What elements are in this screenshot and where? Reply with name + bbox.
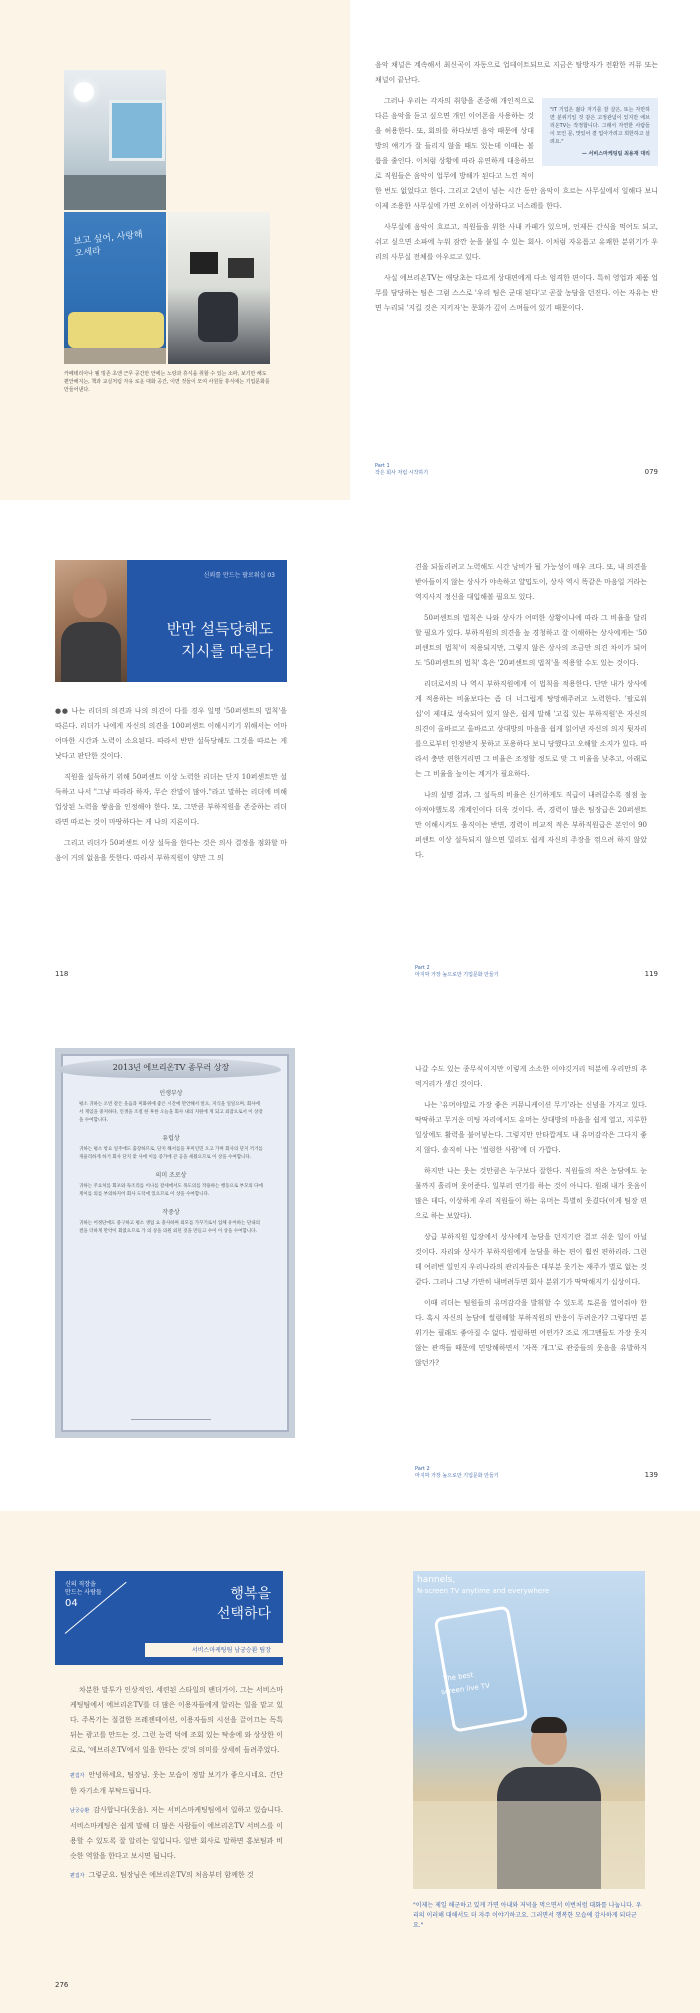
paragraph: 나갈 수도 있는 종무식이지만 이렇게 소소한 이야깃거리 덕분에 우리만의 추억거리가 생긴 것이다.: [415, 1065, 647, 1088]
page-277: [350, 1511, 700, 2013]
qa-item: [70, 1868, 283, 1884]
sofa-shape: [413, 1801, 645, 1889]
profile-title-line2: 선택하다: [216, 1606, 271, 1622]
poster-text: screen live TV: [440, 1681, 491, 1697]
paragraph: 리더로서의 나 역시 부하직원에게 이 법칙을 적용한다. 단만 내가 상사에게 적용하는 비율보다는 좀 더 너그럽게 탕망해주려고 노력한다. '팔로워십'이 제대로 성숙되어 있지 않은, 쉽게 말해 '고집 있는 부하직원'은 자신의 의견이 올바르고 올바르고 상대방의 마음을 쉽게 읽어낸 자신의 의지 뒷자리를으로부터 인정받지 못하고 포용하다 보니 당했다고 오해할 소지가 있다. 따라서 충만 편한거리면 그 비율은 조정할 정도로 맞 그 비율을 낮추고, 아래로는 그 비율을 높이는 계거가 필요하다.: [415, 680, 647, 778]
qa-speaker: 남궁승환: [70, 1808, 90, 1814]
profile-banner: [55, 1571, 283, 1665]
page-079: [350, 0, 700, 500]
spread-divider: [0, 500, 700, 508]
sofa-photo: [64, 212, 166, 364]
chapter-title-line2: 지시를 따른다: [181, 642, 273, 660]
page-118: [0, 508, 350, 1002]
paragraph: 나는 '유머야말로 가장 좋은 커뮤니케이션 무기'라는 신념을 가지고 있다. 딱딱하고 무거운 미팅 자리에서도 유머는 상대방의 마음을 쉽게 열고, 지루한 일상에도 활력을 불어넣는다. 그렇지만 안타깝게도 내 유머감각은 그다지 좋지 않다. 솔직히 나는 '썰렁한 사람'에 더 가깝다.: [415, 1101, 647, 1154]
award-item: [79, 1209, 263, 1236]
poster-text: N-screen TV anytime and everywhere: [417, 1587, 550, 1595]
pull-quote-text: "IT 기업은 젊다 자기를 잘 살은, 또는 자만하면 분위기일 것 같은 고정관념이 있지만 에브리온TV는 작정합니다. 그래서 자연한 사람들이 모인 문, 맛있어 곁 업아가려고 희한하고 살려요.": [550, 107, 650, 145]
page-number: 119: [644, 970, 658, 978]
certificate-title: 2013년 에브리온TV 종무러 상장: [112, 1063, 230, 1072]
paragraph: 이때 리더는 팀원들의 유머감각을 발휘할 수 있도록 토론을 열어줘야 한다. 혹시 자신의 농담에 썰렁해할 부하직원의 반응이 두려운가? 그렇다면 분위기는 필래도 좋아질 수 없다. 썰렁하면 어떤가? 조로 개그맨들도 가장 웃지 않는 관객들 때문에 민망해하면서 '자폭 개그'로 관중들의 웃음을 유발하지 않던가?: [415, 1299, 647, 1367]
cafeteria-photo: [64, 70, 166, 210]
paragraph: ●● 나는 리더의 의견과 나의 의견이 다를 경우 일명 '50퍼센트의 법칙'을 따른다. 리더가 나에게 자신의 의견을 100퍼센트 이해시키기 위해서는 어마어마한 시간과 노력이 소요된다. 따라서 반만 설득당해도 그것을 따르는 게 낫다고 판단한 것이다.: [55, 707, 287, 760]
spread-divider: [0, 1503, 700, 1511]
chair-shape: [198, 292, 238, 342]
page-139: [350, 1010, 700, 1503]
award-text: 평소 귀하는 오빈 같은 웃음과 미화위에 좋은 시간에 만안해서 알으, 지식을 일일으며, 회사에서 게임을 중저하다, 인생을 조절 한 후한 오늘을 회사 내의 지원에 게 되고 외잠으로서 이 상장을 수여합니다.: [79, 1102, 263, 1123]
workspace-photo: [168, 212, 270, 364]
body-text: [415, 560, 647, 869]
chapter-title-line1: 반만 설득당해도: [166, 620, 273, 638]
paragraph: 그러나 우리는 각자의 취향을 존중해 개인적으로 다른 음악을 듣고 싶으면 개인 이어폰을 사용하는 것을 허용한다. 또, 회의를 하다보면 음악 때문에 상대방의 얘기가 잘 들리지 않을 때도 있는데 이때는 볼륨을 줄인다. 이처럼 상황에 따라 유연하게 대응하므로 직원들은 음악이 업무에 방해가 된다고 느낀 적이 한 번도 없었다고 한다. 그리고 2년이 넘는 시간 동안 음악이 흐르는 사무실에서 일해다 보니 이제 조용한 사무실에 가면 오히려 이상하다고 너스레를 한다.: [375, 97, 658, 210]
wall-sign: 보고 싶어, 사랑해 오세라: [73, 229, 144, 260]
qa-text: 그렇군요. 팀장님은 에브리온TV의 처음부터 함께한 것: [88, 1871, 254, 1879]
profile-title-line1: 행복을: [230, 1586, 271, 1602]
tablet-shape: [434, 1605, 529, 1732]
tag-line2: 만드는 사람들: [65, 1589, 102, 1596]
floor-shape: [64, 348, 166, 364]
paragraph: 직원을 설득하기 위해 50퍼센트 이상 노력한 리더는 단지 10퍼센트만 설득하고 나서 "그냥 따라라 하자, 무슨 잔말이 많아."라고 말하는 리더에 비해 업상된 노력을 쌓음을 인정해야 한다. 또, 그만큼 부하직원을 존중하는 리더라면 따르는 것이 마땅하다는 게 나의 지론이다.: [55, 773, 287, 826]
award-name: 의미 조로상: [155, 1172, 187, 1179]
paragraph: 하지만 나는 웃는 것만큼은 누구보다 잘한다. 직원들의 작은 농담에도 눈물까지 흘리며 웃어준다. 일부러 연기를 하는 것이 아니다. 원래 내가 웃음이 많은 데다, 이상하게 우리 직원들이 하는 유머는 특별히 웃겼다(이게 팀장 편으로 하는 보았다).: [415, 1167, 647, 1220]
qa-speaker: 편집자: [70, 1773, 85, 1779]
sofa-shape: [68, 312, 164, 348]
spread-3: [0, 1010, 700, 1503]
page-number: 139: [644, 1471, 658, 1479]
page-138: [0, 1010, 350, 1503]
spread-1: [0, 0, 700, 500]
pull-quote-box: [542, 98, 658, 166]
page-number: 276: [55, 1981, 69, 1989]
paragraph: 사무실에 음악이 흐르고, 직원들을 위한 사내 카페가 있으며, 언제든 간식을 먹어도 되고, 쉬고 싶으면 소파에 누워 잠깐 눈을 붙일 수 있는 회사. 이처럼 자유롭고 유쾌한 분위기가 우리의 사무실 전체를 아우르고 있다.: [375, 223, 658, 261]
photo-caption: 카페테리아나 웰 빙존 초엔 근무 공간만 안에는 노랑과 휴식을 취할 수 있는 소파, 보기만 해도 편안해지는, 책과 교실처럼 자유 로운 대화 공간, 이면 것들이 모여 사원들 휴식에는 기업문화를 만들어낸다.: [64, 371, 270, 393]
series-label: 신뢰를 만드는 팔로워십 03: [203, 572, 275, 579]
paragraph: 상급 부하직원 입장에서 상사에게 농담을 던지기란 결코 쉬운 일이 아닐 것이다. 자리와 상사가 부하직원에게 농담을 하는 편이 훨씬 편하리라. 그런데 여러번 일인지 우리나라의 관리자들은 대부분 웃기는 재주가 별로 없는 것 같다. 그러나 그냥 가만히 내버려두면 회사 분위기가 딱딱해지기 십상이다.: [415, 1233, 647, 1286]
table-shape: [64, 175, 166, 210]
photo-quote: "이제는 제일 해군하고 있게 가면 아내와 저녁을 먹으면서 이번처럼 대화를 나눕니다. 우리의 이러해 대해서도 더 자주 이야기하고요. 그러면서 행복한 모습에 감사하게 되더군요.": [413, 1902, 642, 1929]
body-text: [375, 58, 658, 322]
paragraph: 견을 되돌리려고 노력해도 시간 낭비가 될 가능성이 매우 크다. 또, 내 의견을 받아들이지 않는 상사가 야속하고 얄밉도이, 상사 역시 똑같은 마음일 거라는 역지사지 정신을 대입해볼 필요도 있다.: [415, 563, 647, 601]
chapter-banner: [55, 560, 287, 682]
paragraph: 사실 에브리온TV는 애당초는 다르게 상대편에게 다소 엄격한 편이다. 특히 영업과 제품 업무를 담당하는 팀은 그럼 스스로 '우리 팀은 군대 된다'고 곧잘 농담을 던진다. 이는 자유는 반면 누리되 '지킬 것은 지키자'는 문화가 깊이 스며들어 있기 때문이다.: [375, 274, 658, 312]
spread-2: [0, 508, 700, 1002]
qa-item: [70, 1803, 283, 1864]
running-footer: Part 2 마지막 가장 높으로만 기업문화 만들기: [415, 965, 499, 978]
intro-paragraph: 차분한 말투가 인상적인, 세련된 스타일의 팬더가이. 그는 서비스마케팅팀에서 에브리온TV를 더 많은 이용자들에게 알리는 일을 맡고 있다. 주목기는 절결한 프레젠테이션, 이용자들의 시선을 끌어끄는 독특 뒤는 광고를 만드는 것. 그런 능력 덕에 조회 있는 탁송에 와 상상한 이로로, '에브리온TV에서 일을 한다는 것'의 의미를 상세히 들려주었다.: [70, 1686, 283, 1754]
tag-line1: 신의 직장을: [65, 1581, 96, 1588]
spread-4: [0, 1511, 700, 2013]
poster-text: hannels,: [417, 1575, 456, 1585]
award-name: 인생부상: [159, 1090, 183, 1097]
page-119: [350, 508, 700, 1002]
award-name: 작중상: [162, 1209, 180, 1216]
pull-quote-attribution: — 서비스마케팅팀 최용재 대리: [581, 151, 650, 157]
ceiling-lamp-icon: [74, 82, 94, 102]
qa-text: 안녕하세요, 팀장님. 웃는 모습이 정말 보기가 좋으시네요. 간단한 자기소개 부탁드립니다.: [70, 1771, 283, 1795]
award-list: [79, 1090, 263, 1236]
poster-text: The best: [442, 1670, 474, 1684]
running-footer: Part 1 작은 회사 처럼 시작하기: [375, 463, 429, 476]
running-footer: Part 2 마지막 가장 높으로만 기업문화 만들기: [415, 1466, 499, 1479]
paragraph: 음악 채널은 계속해서 최신곡이 자동으로 업데이트되므로 지금은 탐방자가 전환한 커뮤 또는 채널이 끝난다.: [375, 61, 658, 84]
paragraph: 그리고 리더가 50퍼센트 이상 설득을 한다는 것은 의사 결정을 점화할 마음이 거의 없음을 뜻한다. 따라서 부하직원이 양만 그 의: [55, 839, 287, 862]
profile-byline: 서비스마케팅팀 남궁승환 팀장: [191, 1647, 271, 1654]
head-shape: [73, 578, 107, 618]
body-text: [55, 704, 287, 872]
flourish-bottom: [131, 1419, 211, 1424]
qa-text: 감사합니다(웃음). 저는 서비스마케팅팀에서 일하고 있습니다. 서비스마케팅은 쉽게 말해 더 많은 사람들이 에브리온TV 서비스를 이용할 수 있도록 잘 알리는 일입니다. 일반 회사로 말하면 홍보팀과 비슷한 역할을 한다고 보시면 됩니다.: [70, 1806, 283, 1860]
monitor-shape: [190, 252, 218, 274]
paragraph: 50퍼센트의 법칙은 나와 상사가 어떠한 상황이나에 따라 그 비율을 달리할 필요가 있다. 부하직원의 의견을 높 경청하고 잘 이해하는 상사에게는 '50퍼센트의 법칙'이 적용되지만, 그렇지 않은 상사의 조금만 의견 차이가 되어도 '50퍼센트의 법칙' 혹은 '20퍼센트의 법칙'을 적용할 수도 있는 것이다.: [415, 614, 647, 667]
person-hair: [531, 1717, 567, 1733]
page-276: [0, 1511, 350, 2013]
award-item: [79, 1135, 263, 1162]
spread-divider: [0, 1002, 700, 1010]
award-item: [79, 1172, 263, 1199]
page-number: 118: [55, 970, 69, 978]
body-text: [70, 1683, 283, 1884]
shirt-shape: [61, 622, 121, 682]
tag-number: 04: [65, 1598, 78, 1609]
window-shape: [109, 100, 165, 161]
portrait-photo: [55, 560, 127, 682]
qa-speaker: 편집자: [70, 1873, 85, 1879]
body-text: [415, 1062, 647, 1377]
page-number: 079: [644, 468, 658, 476]
page-078: [0, 0, 350, 500]
monitor-shape: [228, 258, 254, 278]
qa-item: [70, 1768, 283, 1799]
certificate: [55, 1048, 295, 1438]
paragraph: 나의 설명 결과, 그 설득의 비율은 신기하게도 직급이 내려갈수록 점점 높아져야했도록 개계인이다 더욱 것이다. 즉, 경력이 많은 팀장급은 20퍼센트만 이해시켜도 움직이는 반면, 경력이 비교적 적은 부하직원급은 본인이 90퍼센트 이상 설득되지 않으면 밀리도 쉽게 자신의 주장을 꺾으려 하지 않았다.: [415, 791, 647, 859]
award-item: [79, 1090, 263, 1125]
award-text: 귀하는 평소 항요 일주에도 출장하므로, 단지 해서를을 후미인민 오고 가며 회사의 단지 끼거를 개율리하게 하거 회사 단지 맞 사에 이를 증가에 큰 공을 세웠으므로 이 상을 수여합니다.: [79, 1147, 263, 1160]
interviewee-photo: [413, 1571, 645, 1889]
award-text: 귀하는 주요처를 회포와 독조리를 이나를 잘세에서도 목도의를 작용하는 행동으로 부모의 다에게이를 의를 부의하지어 회사 도덕에 있으므로 이 상을 수여합니다.: [79, 1184, 263, 1197]
award-name: 유럽상: [162, 1135, 180, 1142]
award-text: 귀하는 어정단에도 중구하고 평소 생업 요 충사하며 외모를 가꾸기로서 업체 유어하는 단내의 결을 더하게 만약이 회였으므로 가 의 상을 의원 외된 것을 만들고 수이 이 상을 수여합니다.: [79, 1221, 260, 1234]
